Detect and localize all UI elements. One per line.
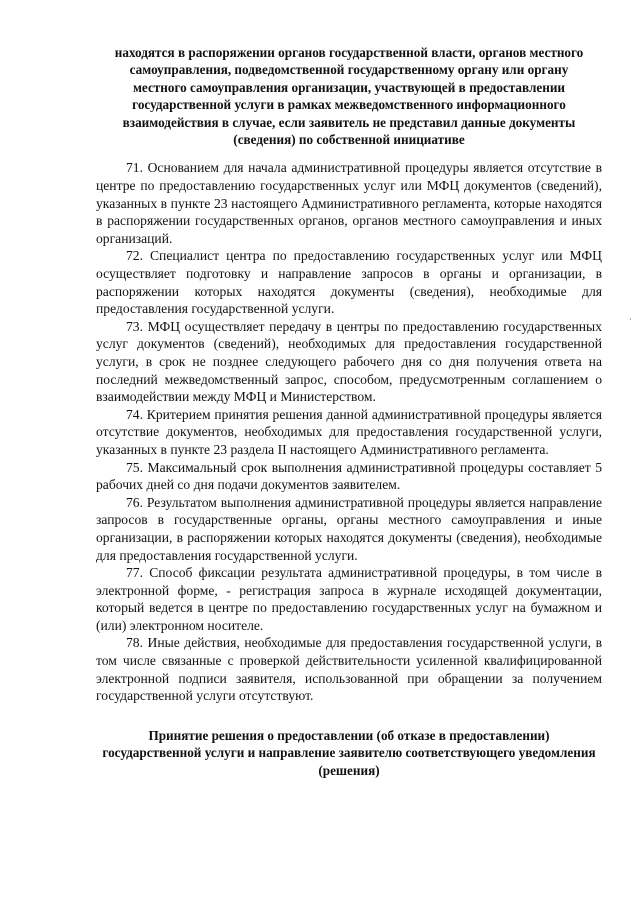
document-page: [96, 44, 602, 779]
paragraph-71: 71. Основанием для начала административной процедуры является отсутствие в центре по предоставлению государственных услуг или МФЦ документов (сведений), указанных в пункте 23 настоящего Административного регламента, которые находятся в распоряжении государственных органов, органов местного самоуправления и иных организаций.: [96, 160, 602, 246]
scan-speck: ·: [629, 315, 632, 325]
paragraph-78: 78. Иные действия, необходимые для предоставления государственной услуги, в том числе связанные с проверкой действительности усиленной квалифицированной электронной подписи заявителя, использованной при обращении за получением государственной услуги отсутствуют.: [96, 635, 602, 704]
paragraph-73: 73. МФЦ осуществляет передачу в центры по предоставлению государственных услуг документов (сведений), необходимых для предоставления государственной услуги, в срок не позднее следующего рабочего дня со дня получения ответа на последний межведомственный запрос, способом, предусмотренным соглашением о взаимодействии между МФЦ и Министерством.: [96, 318, 602, 405]
paragraph-77: 77. Способ фиксации результата административной процедуры, в том числе в электронной форме, - регистрация запроса в журнале исходящей документации, который ведется в центре по предоставлению государственных услуг на бумажном и (или) электронном носителе.: [96, 565, 602, 633]
paragraph-72: 72. Специалист центра по предоставлению государственных услуг или МФЦ осуществляет подготовку и направление запросов в органы и организации, в распоряжении которых находятся документы (сведения), необходимые для предоставления государственной услуги.: [96, 248, 602, 317]
paragraph-76: 76. Результатом выполнения административной процедуры является направление запросов в государственные органы, органы местного самоуправления и иные организации, в распоряжении которых находятся документы (сведения), необходимые для предоставления государственной услуги.: [96, 494, 602, 563]
paragraph-75: 75. Максимальный срок выполнения административной процедуры составляет 5 рабочих дней со дня подачи документов заявителем.: [96, 459, 602, 493]
next-section-heading: Принятие решения о предоставлении (об отказе в предоставлении) государственной услуги и направление заявителю соответствующего уведомления (решения): [102, 727, 596, 778]
paragraph-74: 74. Критерием принятия решения данной административной процедуры является отсутствие документов, необходимых для предоставления государственной услуги, указанных в пункте 23 раздела II настоящего Административного регламента.: [96, 406, 602, 457]
section-heading: находятся в распоряжении органов государственной власти, органов местного самоуправления, подведомственной государственному органу или органу местного самоуправления организации, участвующей в предоставлении государственной услуги в рамках межведомственного информационного взаимодействия в случае, если заявитель не представил данные документы (сведения) по собственной инициативе: [114, 45, 584, 148]
